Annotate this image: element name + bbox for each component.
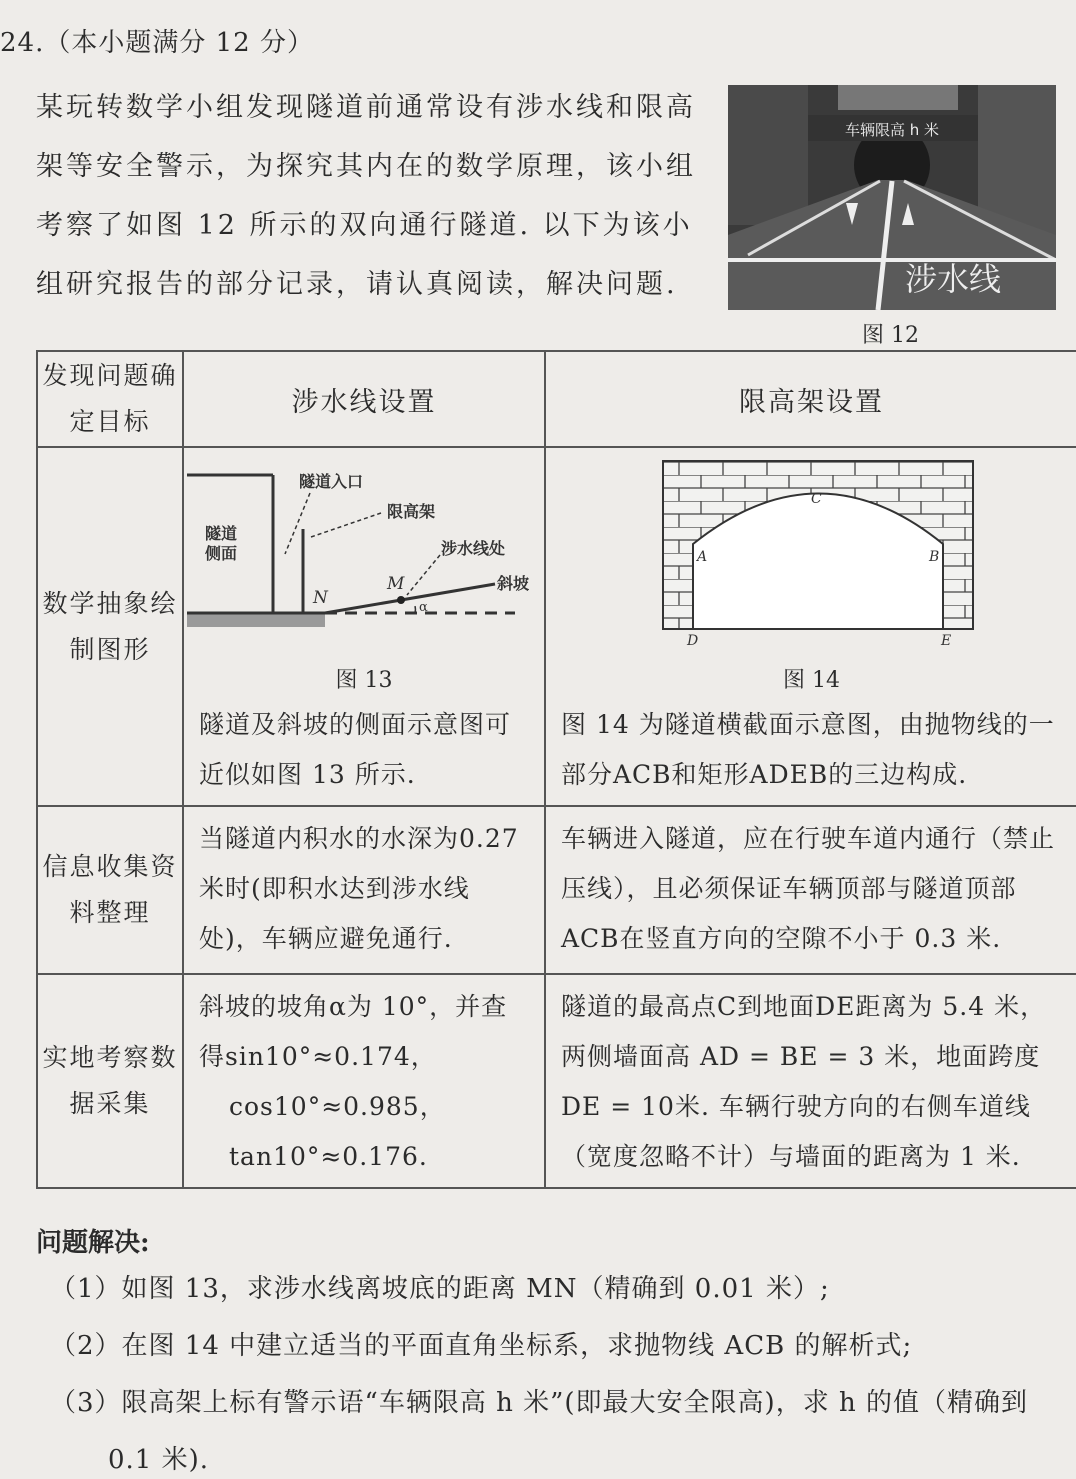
table-header-row [37, 351, 1076, 447]
figure-14-point-b: B [929, 549, 940, 565]
figure-14-point-e: E [941, 633, 952, 649]
row-label-collection: 信息收集资料整理 [37, 806, 183, 974]
figure-13-bar-label: 限高架 [387, 502, 436, 521]
figure-12-sign: 车辆限高 h 米 [844, 121, 940, 139]
figure-14-caption: 图 14 [783, 668, 840, 693]
solution-title: 问题解决: [36, 1228, 150, 1258]
figure-13-entrance-label: 隧道入口 [299, 472, 364, 491]
row-label-abstraction: 数学抽象绘制图形 [37, 447, 183, 806]
figure-12-road-text: 涉水线 [904, 260, 1002, 298]
figure-14-description: 图 14 为隧道横截面示意图，由抛物线的一部分ACB和矩形ADEB的三边构成. [561, 710, 1055, 789]
figure-13-point-n: N [313, 588, 328, 608]
water-depth-info: 当隧道内积水的水深为0.27 米时(即积水达到涉水线处)，车辆应避免通行. [199, 824, 519, 953]
figure-14-point-d: D [687, 633, 699, 649]
slope-data [185, 976, 543, 1186]
vehicle-rule-info: 车辆进入隧道，应在行驶车道内通行（禁止压线），且必须保证车辆顶部与隧道顶部ACB在竖直方向的空隙不小于 0.3 米. [561, 824, 1056, 953]
solution-item-1: （1）如图 13，求涉水线离坡底的距离 MN（精确到 0.01 米）; [50, 1274, 830, 1304]
col-header-water-line: 涉水线设置 [183, 351, 545, 447]
row-label-goal: 发现问题确定目标 [37, 351, 183, 447]
figure-13-angle: α [419, 600, 428, 615]
figure-12-caption: 图 12 [862, 323, 919, 348]
figure-13-description: 隧道及斜坡的侧面示意图可近似如图 13 所示. [199, 710, 512, 789]
figure-13-point-m: M [387, 574, 405, 594]
table-row [37, 974, 1076, 1188]
slope-line-2: 得sin10°≈0.174， [199, 1042, 437, 1071]
row-label-survey: 实地考察数据采集 [37, 974, 183, 1188]
solution-item-2: （2）在图 14 中建立适当的平面直角坐标系，求抛物线 ACB 的解析式; [50, 1331, 913, 1361]
table-row [37, 447, 1076, 806]
slope-line-4: tan10°≈0.176. [229, 1142, 428, 1171]
slope-line-3: cos10°≈0.985， [229, 1092, 446, 1121]
col-header-height-limit: 限高架设置 [545, 351, 1076, 447]
figure-14-point-a: A [697, 549, 708, 565]
figure-14 [547, 449, 1076, 659]
solution-item-3: （3）限高架上标有警示语“车辆限高 h 米”(即最大安全限高)，求 h 的值（精确到 [50, 1388, 1028, 1418]
slope-line-1: 斜坡的坡角α为 10°，并查 [199, 992, 508, 1021]
question-intro: 某玩转数学小组发现隧道前通常设有涉水线和限高架等安全警示，为探究其内在的数学原理，该小组考察了如图 12 所示的双向通行隧道. 以下为该小组研究报告的部分记录，请认真阅读，解决问题. [36, 92, 696, 300]
figure-13-water-label: 涉水线处 [441, 539, 506, 558]
figure-13-slope-label: 斜坡 [497, 574, 530, 593]
figure-12-photo [728, 85, 1056, 310]
question-header: 24.（本小题满分 12 分） [0, 28, 314, 58]
figure-13-caption: 图 13 [335, 668, 393, 693]
report-table [36, 350, 1076, 1189]
solution-item-3-cont: 0.1 米). [108, 1445, 210, 1475]
figure-13 [185, 449, 543, 659]
figure-13-wall-label-1: 隧道 [205, 524, 238, 543]
figure-13-wall-label-2: 侧面 [205, 544, 238, 563]
table-row [37, 806, 1076, 974]
figure-14-point-c: C [811, 491, 822, 507]
tunnel-dimension-data: 隧道的最高点C到地面DE距离为 5.4 米，两侧墙面高 AD = BE = 3 米，地面跨度DE = 10米. 车辆行驶方向的右侧车道线（宽度忽略不计）与墙面的距离为 1 米. [561, 992, 1047, 1171]
